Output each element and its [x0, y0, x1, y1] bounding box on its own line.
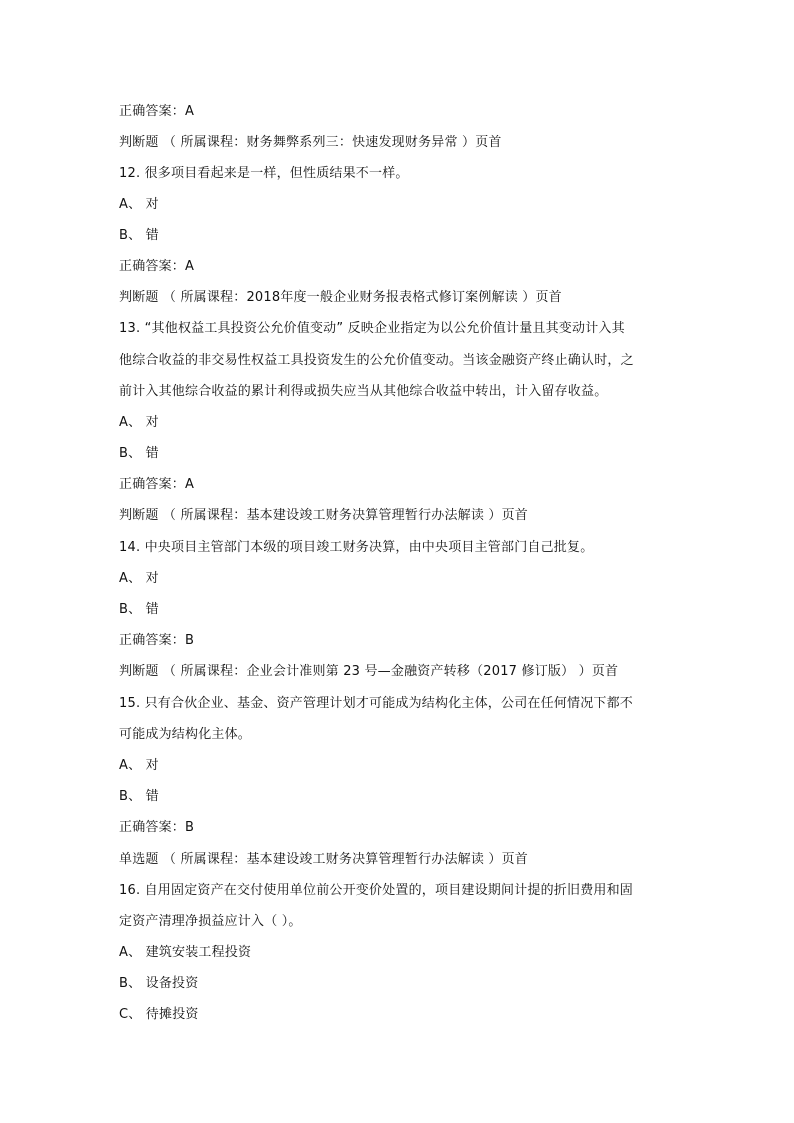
option-b: B、 错	[119, 602, 159, 617]
question-category: 单选题 （ 所属课程：基本建设竣工财务决算管理暂行办法解读 ）页首	[119, 852, 528, 867]
question-text-line: 15. 只有合伙企业、基金、资产管理计划才可能成为结构化主体，公司在任何情况下都不	[119, 696, 634, 711]
answer-line: 正确答案：A	[119, 259, 195, 274]
option-a: A、 建筑安装工程投资	[119, 945, 252, 960]
question-category: 判断题 （ 所属课程：财务舞弊系列三：快速发现财务异常 ）页首	[119, 135, 502, 150]
question-text-line: 16. 自用固定资产在交付使用单位前公开变价处置的，项目建设期间计提的折旧费用和固	[119, 883, 634, 898]
question-text-line: 可能成为结构化主体。	[119, 727, 252, 742]
question-category: 判断题 （ 所属课程：基本建设竣工财务决算管理暂行办法解读 ）页首	[119, 508, 528, 523]
option-a: A、 对	[119, 571, 159, 586]
question-text: 12. 很多项目看起来是一样，但性质结果不一样。	[119, 166, 409, 181]
option-a: A、 对	[119, 415, 159, 430]
option-a: A、 对	[119, 197, 159, 212]
question-category: 判断题 （ 所属课程：2018年度一般企业财务报表格式修订案例解读 ）页首	[119, 290, 562, 305]
question-text-line: 他综合收益的非交易性权益工具投资发生的公允价值变动。当该金融资产终止确认时，之	[119, 353, 634, 368]
option-a: A、 对	[119, 758, 159, 773]
answer-line: 正确答案：B	[119, 820, 195, 835]
question-category: 判断题 （ 所属课程：企业会计准则第 23 号—金融资产转移（2017 修订版） ）页首	[119, 664, 619, 679]
answer-line: 正确答案：A	[119, 104, 195, 119]
option-b: B、 错	[119, 228, 159, 243]
question-text: 14. 中央项目主管部门本级的项目竣工财务决算，由中央项目主管部门自己批复。	[119, 540, 594, 555]
question-text-line: 定资产清理净损益应计入（ ）。	[119, 914, 302, 929]
option-b: B、 错	[119, 446, 159, 461]
question-text-line: 13. “其他权益工具投资公允价值变动” 反映企业指定为以公允价值计量且其变动计入其	[119, 321, 625, 336]
answer-line: 正确答案：B	[119, 633, 195, 648]
option-c: C、 待摊投资	[119, 1007, 199, 1022]
option-b: B、 设备投资	[119, 976, 199, 991]
question-text-line: 前计入其他综合收益的累计利得或损失应当从其他综合收益中转出，计入留存收益。	[119, 384, 608, 399]
answer-line: 正确答案：A	[119, 477, 195, 492]
option-b: B、 错	[119, 789, 159, 804]
